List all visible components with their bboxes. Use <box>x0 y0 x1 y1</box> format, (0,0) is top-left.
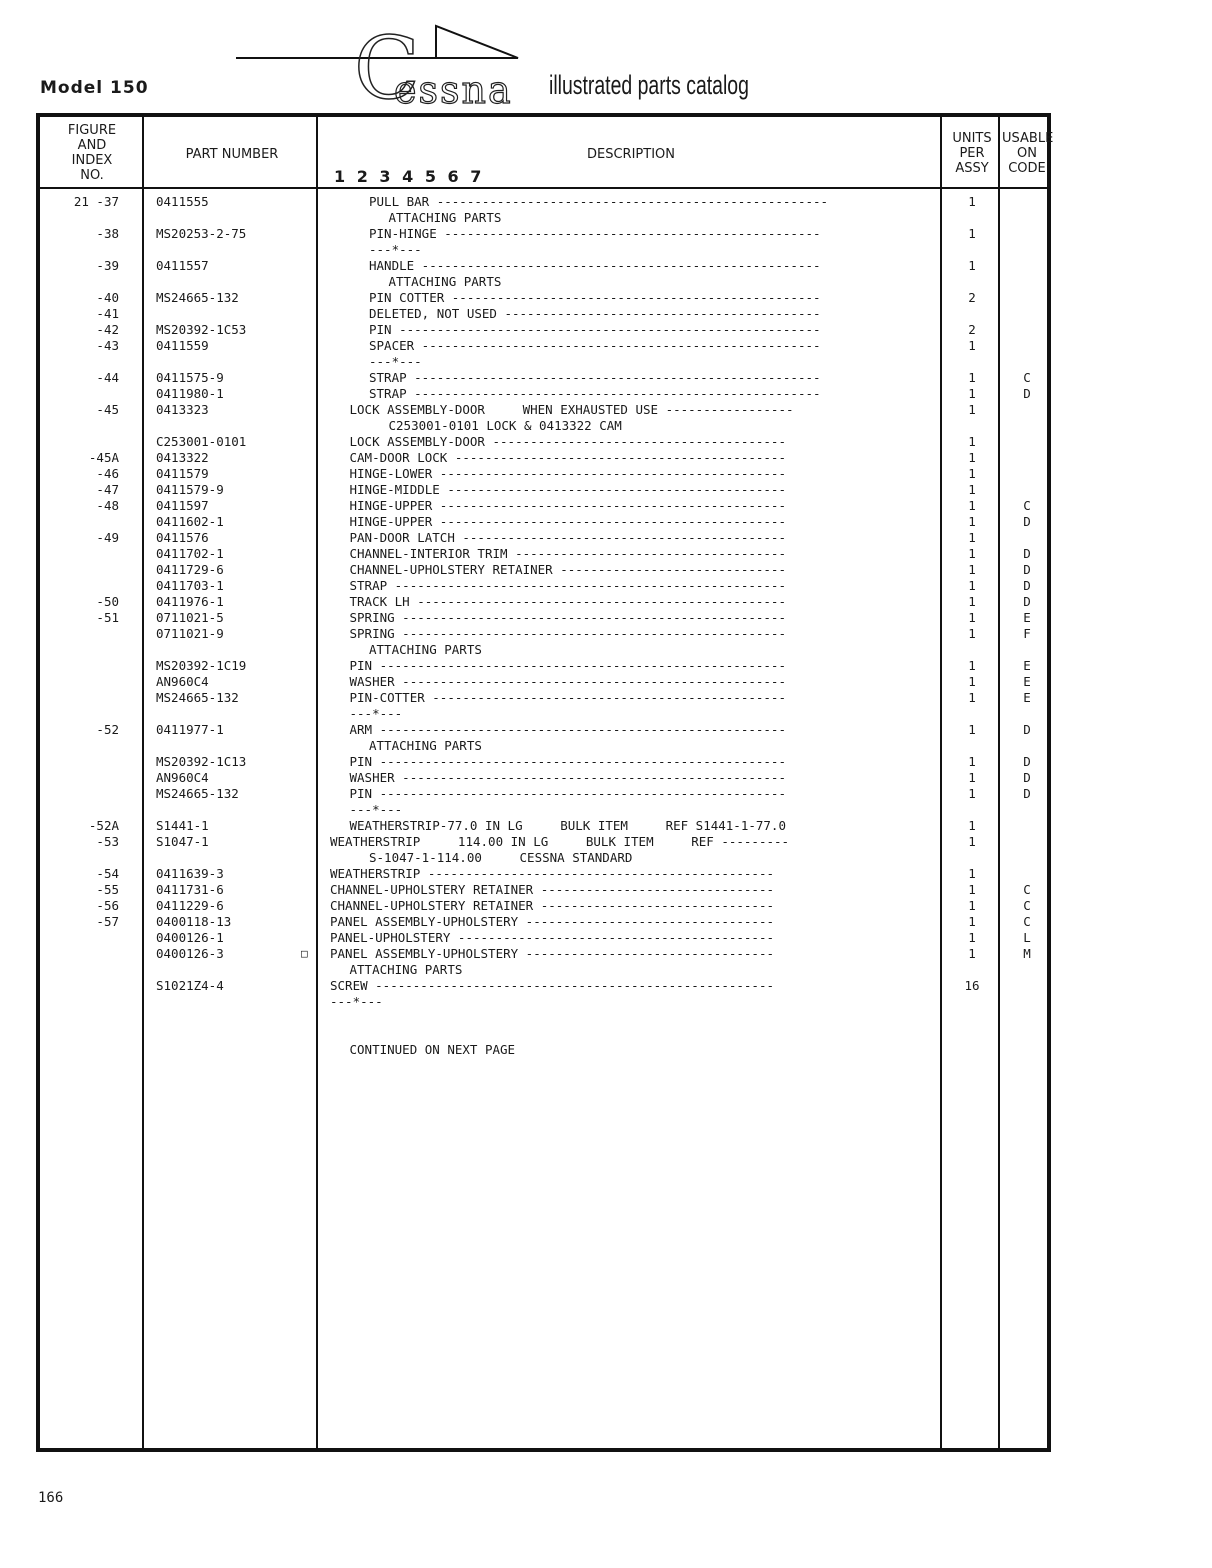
table-row <box>40 626 1051 642</box>
usable-code-cell: D <box>1023 754 1031 769</box>
units-cell: 1 <box>968 578 976 593</box>
index-cell: -55 <box>96 882 119 897</box>
header-part-number: PART NUMBER <box>185 147 279 162</box>
units-cell: 1 <box>968 338 976 353</box>
description-cell: C253001-0101 LOCK & 0413322 CAM <box>388 418 622 433</box>
table-row <box>40 1042 1051 1058</box>
description-cell: SPRING --------------------------------------------------- <box>349 610 786 625</box>
part-number-cell: 0411576 <box>156 530 209 545</box>
usable-code-cell: C <box>1023 370 1031 385</box>
description-cell: ATTACHING PARTS <box>369 738 482 753</box>
part-number-cell: 0411729-6 <box>156 562 224 577</box>
part-number-cell: MS24665-132 <box>156 290 239 305</box>
description-cell: PIN ------------------------------------------------------ <box>349 754 786 769</box>
description-cell: CHANNEL-UPHOLSTERY RETAINER ------------------------------- <box>330 898 775 913</box>
units-cell: 1 <box>968 914 976 929</box>
table-row <box>40 386 1051 402</box>
table-row <box>40 562 1051 578</box>
table-row <box>40 706 1051 722</box>
table-row <box>40 466 1051 482</box>
index-cell: -52A <box>88 818 119 833</box>
description-cell: ---*--- <box>349 802 403 817</box>
units-cell: 1 <box>968 754 976 769</box>
units-cell: 1 <box>968 530 976 545</box>
part-number-cell: 0411602-1 <box>156 514 224 529</box>
description-cell: PIN ------------------------------------------------------ <box>349 786 786 801</box>
table-row <box>40 786 1051 802</box>
usable-code-cell: E <box>1023 674 1031 689</box>
part-number-cell: MS24665-132 <box>156 786 239 801</box>
units-cell: 2 <box>968 322 976 337</box>
description-cell: ATTACHING PARTS <box>388 210 502 225</box>
table-row <box>40 914 1051 930</box>
part-number-cell: 0411731-6 <box>156 882 224 897</box>
usable-code-cell: M <box>1023 946 1031 961</box>
part-number-cell: C253001-0101 <box>156 434 247 449</box>
description-cell: CHANNEL-INTERIOR TRIM ------------------------------------ <box>349 546 786 561</box>
part-number-cell: S1441-1 <box>156 818 209 833</box>
usable-code-cell: C <box>1023 898 1031 913</box>
description-cell: HINGE-UPPER ---------------------------------------------- <box>349 514 786 529</box>
index-cell: -51 <box>96 610 119 625</box>
model-label: Model 150 <box>40 78 149 98</box>
table-row <box>40 850 1051 866</box>
description-cell: ---*--- <box>349 706 403 721</box>
description-cell: PANEL-UPHOLSTERY ------------------------------------------ <box>330 930 775 945</box>
units-cell: 2 <box>968 290 976 305</box>
part-number-cell: 0411597 <box>156 498 209 513</box>
units-cell: 1 <box>968 674 976 689</box>
part-number-cell: 0400126-1 <box>156 930 224 945</box>
part-number-cell: 0411976-1 <box>156 594 224 609</box>
description-cell: LOCK ASSEMBLY-DOOR WHEN EXHAUSTED USE ----------------- <box>349 402 794 417</box>
index-cell: -47 <box>96 482 119 497</box>
usable-code-cell: D <box>1023 562 1031 577</box>
usable-code-cell: D <box>1023 722 1031 737</box>
part-number-cell: MS20253-2-75 <box>156 226 247 241</box>
table-row <box>40 690 1051 706</box>
usable-code-cell: C <box>1023 882 1031 897</box>
table-row <box>40 274 1051 290</box>
description-cell: PIN-COTTER ----------------------------------------------- <box>349 690 786 705</box>
description-cell: LOCK ASSEMBLY-DOOR --------------------------------------- <box>349 434 786 449</box>
units-cell: 1 <box>968 450 976 465</box>
part-number-cell: 0411579-9 <box>156 482 224 497</box>
description-cell: WASHER --------------------------------------------------- <box>349 674 786 689</box>
table-row <box>40 578 1051 594</box>
part-number-cell: MS24665-132 <box>156 690 239 705</box>
index-cell: -54 <box>96 866 119 881</box>
index-cell: -38 <box>96 226 119 241</box>
usable-code-cell: C <box>1023 498 1031 513</box>
description-cell: ATTACHING PARTS <box>349 962 463 977</box>
units-cell: 1 <box>968 546 976 561</box>
index-cell: -45 <box>96 402 119 417</box>
table-row <box>40 210 1051 226</box>
table-row <box>40 770 1051 786</box>
units-cell: 1 <box>968 882 976 897</box>
table-row <box>40 818 1051 834</box>
part-number-cell: AN960C4 <box>156 674 209 689</box>
table-row <box>40 642 1051 658</box>
usable-code-cell: E <box>1023 658 1031 673</box>
description-cell: PULL BAR ---------------------------------------------------- <box>369 194 829 209</box>
index-cell: -53 <box>96 834 119 849</box>
table-row <box>40 898 1051 914</box>
description-cell: HINGE-LOWER ---------------------------------------------- <box>349 466 786 481</box>
table-row <box>40 834 1051 850</box>
description-cell: WEATHERSTRIP 114.00 IN LG BULK ITEM REF --------- <box>330 834 790 849</box>
part-number-cell: 0411579 <box>156 466 209 481</box>
table-row <box>40 738 1051 754</box>
index-cell: -46 <box>96 466 119 481</box>
table-row <box>40 674 1051 690</box>
units-cell: 1 <box>968 482 976 497</box>
part-number-cell: 0711021-9 <box>156 626 224 641</box>
units-cell: 1 <box>968 818 976 833</box>
part-number-cell: 0413323 <box>156 402 209 417</box>
table-row <box>40 930 1051 946</box>
revision-mark: □ <box>301 947 308 960</box>
description-cell: PANEL ASSEMBLY-UPHOLSTERY --------------------------------- <box>330 914 775 929</box>
table-row <box>40 994 1051 1010</box>
description-cell: HINGE-UPPER ---------------------------------------------- <box>349 498 786 513</box>
part-number-cell: 0400118-13 <box>156 914 232 929</box>
units-cell: 1 <box>968 594 976 609</box>
units-cell: 1 <box>968 386 976 401</box>
table-row <box>40 450 1051 466</box>
usable-code-cell: D <box>1023 786 1031 801</box>
usable-code-cell: C <box>1023 914 1031 929</box>
logo-initial: C <box>354 20 420 110</box>
part-number-cell: 0411639-3 <box>156 866 224 881</box>
table-row <box>40 306 1051 322</box>
description-cell: ---*--- <box>330 994 383 1009</box>
part-number-cell: 0411702-1 <box>156 546 224 561</box>
description-cell: PAN-DOOR LATCH ------------------------------------------- <box>349 530 786 545</box>
description-cell: SPRING --------------------------------------------------- <box>349 626 786 641</box>
description-cell: SCREW ----------------------------------------------------- <box>330 978 775 993</box>
table-row <box>40 242 1051 258</box>
part-number-cell: MS20392-1C13 <box>156 754 247 769</box>
table-row <box>40 194 1051 210</box>
part-number-cell: MS20392-1C19 <box>156 658 247 673</box>
table-row <box>40 866 1051 882</box>
usable-code-cell: D <box>1023 594 1031 609</box>
table-row <box>40 594 1051 610</box>
description-cell: PIN COTTER ------------------------------------------------- <box>369 290 821 305</box>
description-cell: SPACER ----------------------------------------------------- <box>369 338 821 353</box>
table-row <box>40 338 1051 354</box>
table-row <box>40 978 1051 994</box>
units-cell: 1 <box>968 946 976 961</box>
description-cell: ATTACHING PARTS <box>369 642 482 657</box>
index-cell: -49 <box>96 530 119 545</box>
units-cell: 1 <box>968 370 976 385</box>
units-cell: 1 <box>968 434 976 449</box>
header-description: DESCRIPTION <box>587 147 675 162</box>
table-row <box>40 258 1051 274</box>
part-number-cell: 0411977-1 <box>156 722 224 737</box>
index-cell: -39 <box>96 258 119 273</box>
index-cell: -44 <box>96 370 119 385</box>
catalog-title: illustrated parts catalog <box>549 70 749 100</box>
units-cell: 1 <box>968 930 976 945</box>
description-cell: HINGE-MIDDLE --------------------------------------------- <box>349 482 786 497</box>
units-cell: 1 <box>968 898 976 913</box>
part-number-cell: 0411559 <box>156 338 209 353</box>
part-number-cell: 0411703-1 <box>156 578 224 593</box>
table-row <box>40 658 1051 674</box>
units-cell: 1 <box>968 194 976 209</box>
table-row <box>40 946 1051 962</box>
part-number-cell: 0711021-5 <box>156 610 224 625</box>
description-cell: WASHER --------------------------------------------------- <box>349 770 786 785</box>
units-cell: 1 <box>968 466 976 481</box>
parts-table <box>36 113 1054 1452</box>
table-row <box>40 434 1051 450</box>
usable-code-cell: D <box>1023 578 1031 593</box>
table-row <box>40 514 1051 530</box>
index-cell: -52 <box>96 722 119 737</box>
table-row <box>40 322 1051 338</box>
part-number-cell: 0411555 <box>156 194 209 209</box>
part-number-cell: 0411557 <box>156 258 209 273</box>
units-cell: 1 <box>968 562 976 577</box>
units-cell: 1 <box>968 610 976 625</box>
parts-rows <box>40 194 1051 1058</box>
units-cell: 1 <box>968 498 976 513</box>
units-cell: 1 <box>968 834 976 849</box>
header-figure-index: FIGURE AND INDEX NO. <box>67 123 117 183</box>
units-cell: 1 <box>968 626 976 641</box>
description-cell: CONTINUED ON NEXT PAGE <box>349 1042 516 1057</box>
table-row <box>40 370 1051 386</box>
description-cell: TRACK LH ------------------------------------------------- <box>349 594 786 609</box>
part-number-cell: 0411575-9 <box>156 370 224 385</box>
logo-wordmark: essna <box>394 68 513 112</box>
description-cell: PANEL ASSEMBLY-UPHOLSTERY --------------------------------- <box>330 946 775 961</box>
description-cell: STRAP ---------------------------------------------------- <box>349 578 786 593</box>
index-cell: -48 <box>96 498 119 513</box>
description-cell: ---*--- <box>369 242 422 257</box>
description-cell: ---*--- <box>369 354 422 369</box>
header-indent-levels: 1 2 3 4 5 6 7 <box>334 167 485 186</box>
part-number-cell: MS20392-1C53 <box>156 322 247 337</box>
usable-code-cell: E <box>1023 610 1031 625</box>
index-cell: 21 -37 <box>73 194 119 209</box>
description-cell: ARM ------------------------------------------------------ <box>349 722 786 737</box>
table-row <box>40 754 1051 770</box>
description-cell: CHANNEL-UPHOLSTERY RETAINER ------------------------------- <box>330 882 775 897</box>
index-cell: -42 <box>96 322 119 337</box>
description-cell: HANDLE ----------------------------------------------------- <box>369 258 821 273</box>
part-number-cell: S1021Z4-4 <box>156 978 224 993</box>
index-cell: -57 <box>96 914 119 929</box>
table-row <box>40 1010 1051 1026</box>
usable-code-cell: E <box>1023 690 1031 705</box>
units-cell: 1 <box>968 658 976 673</box>
description-cell: PIN-HINGE -------------------------------------------------- <box>369 226 821 241</box>
index-cell: -56 <box>96 898 119 913</box>
table-row <box>40 962 1051 978</box>
index-cell: -43 <box>96 338 119 353</box>
usable-code-cell: D <box>1023 770 1031 785</box>
part-number-cell: 0411980-1 <box>156 386 224 401</box>
header-divider <box>40 187 1047 189</box>
page-number: 166 <box>38 1490 64 1506</box>
table-row <box>40 402 1051 418</box>
table-row <box>40 290 1051 306</box>
table-row <box>40 722 1051 738</box>
index-cell: -50 <box>96 594 119 609</box>
usable-code-cell: D <box>1023 386 1031 401</box>
table-row <box>40 418 1051 434</box>
header-units-per-assy: UNITS PER ASSY <box>952 131 992 176</box>
table-row <box>40 482 1051 498</box>
part-number-cell: S1047-1 <box>156 834 209 849</box>
index-cell: -40 <box>96 290 119 305</box>
units-cell: 1 <box>968 226 976 241</box>
table-row <box>40 226 1051 242</box>
part-number-cell: 0411229-6 <box>156 898 224 913</box>
description-cell: WEATHERSTRIP-77.0 IN LG BULK ITEM REF S1441-1-77.0 <box>349 818 786 833</box>
description-cell: CAM-DOOR LOCK -------------------------------------------- <box>349 450 786 465</box>
units-cell: 1 <box>968 402 976 417</box>
usable-code-cell: D <box>1023 514 1031 529</box>
index-cell: -45A <box>88 450 119 465</box>
units-cell: 1 <box>968 258 976 273</box>
header-usable-on-code: USABLE ON CODE <box>1002 131 1054 176</box>
cessna-logo <box>236 20 766 110</box>
description-cell: ATTACHING PARTS <box>388 274 502 289</box>
description-cell: CHANNEL-UPHOLSTERY RETAINER ------------------------------ <box>349 562 786 577</box>
description-cell: PIN -------------------------------------------------------- <box>369 322 821 337</box>
table-row <box>40 882 1051 898</box>
description-cell: PIN ------------------------------------------------------ <box>349 658 786 673</box>
units-cell: 1 <box>968 514 976 529</box>
units-cell: 16 <box>964 978 980 993</box>
usable-code-cell: F <box>1023 626 1031 641</box>
table-row <box>40 610 1051 626</box>
part-number-cell: 0413322 <box>156 450 209 465</box>
units-cell: 1 <box>968 786 976 801</box>
description-cell: STRAP ------------------------------------------------------ <box>369 386 821 401</box>
units-cell: 1 <box>968 690 976 705</box>
units-cell: 1 <box>968 770 976 785</box>
table-row <box>40 546 1051 562</box>
index-cell: -41 <box>96 306 119 321</box>
table-row <box>40 354 1051 370</box>
table-row <box>40 530 1051 546</box>
table-row <box>40 1026 1051 1042</box>
part-number-cell: AN960C4 <box>156 770 209 785</box>
usable-code-cell: L <box>1023 930 1031 945</box>
description-cell: DELETED, NOT USED ------------------------------------------ <box>369 306 821 321</box>
units-cell: 1 <box>968 722 976 737</box>
usable-code-cell: D <box>1023 546 1031 561</box>
description-cell: WEATHERSTRIP ---------------------------------------------- <box>330 866 775 881</box>
table-row <box>40 802 1051 818</box>
units-cell: 1 <box>968 866 976 881</box>
table-row <box>40 498 1051 514</box>
part-number-cell: 0400126-3 <box>156 946 224 961</box>
description-cell: STRAP ------------------------------------------------------ <box>369 370 821 385</box>
description-cell: S-1047-1-114.00 CESSNA STANDARD <box>369 850 633 865</box>
